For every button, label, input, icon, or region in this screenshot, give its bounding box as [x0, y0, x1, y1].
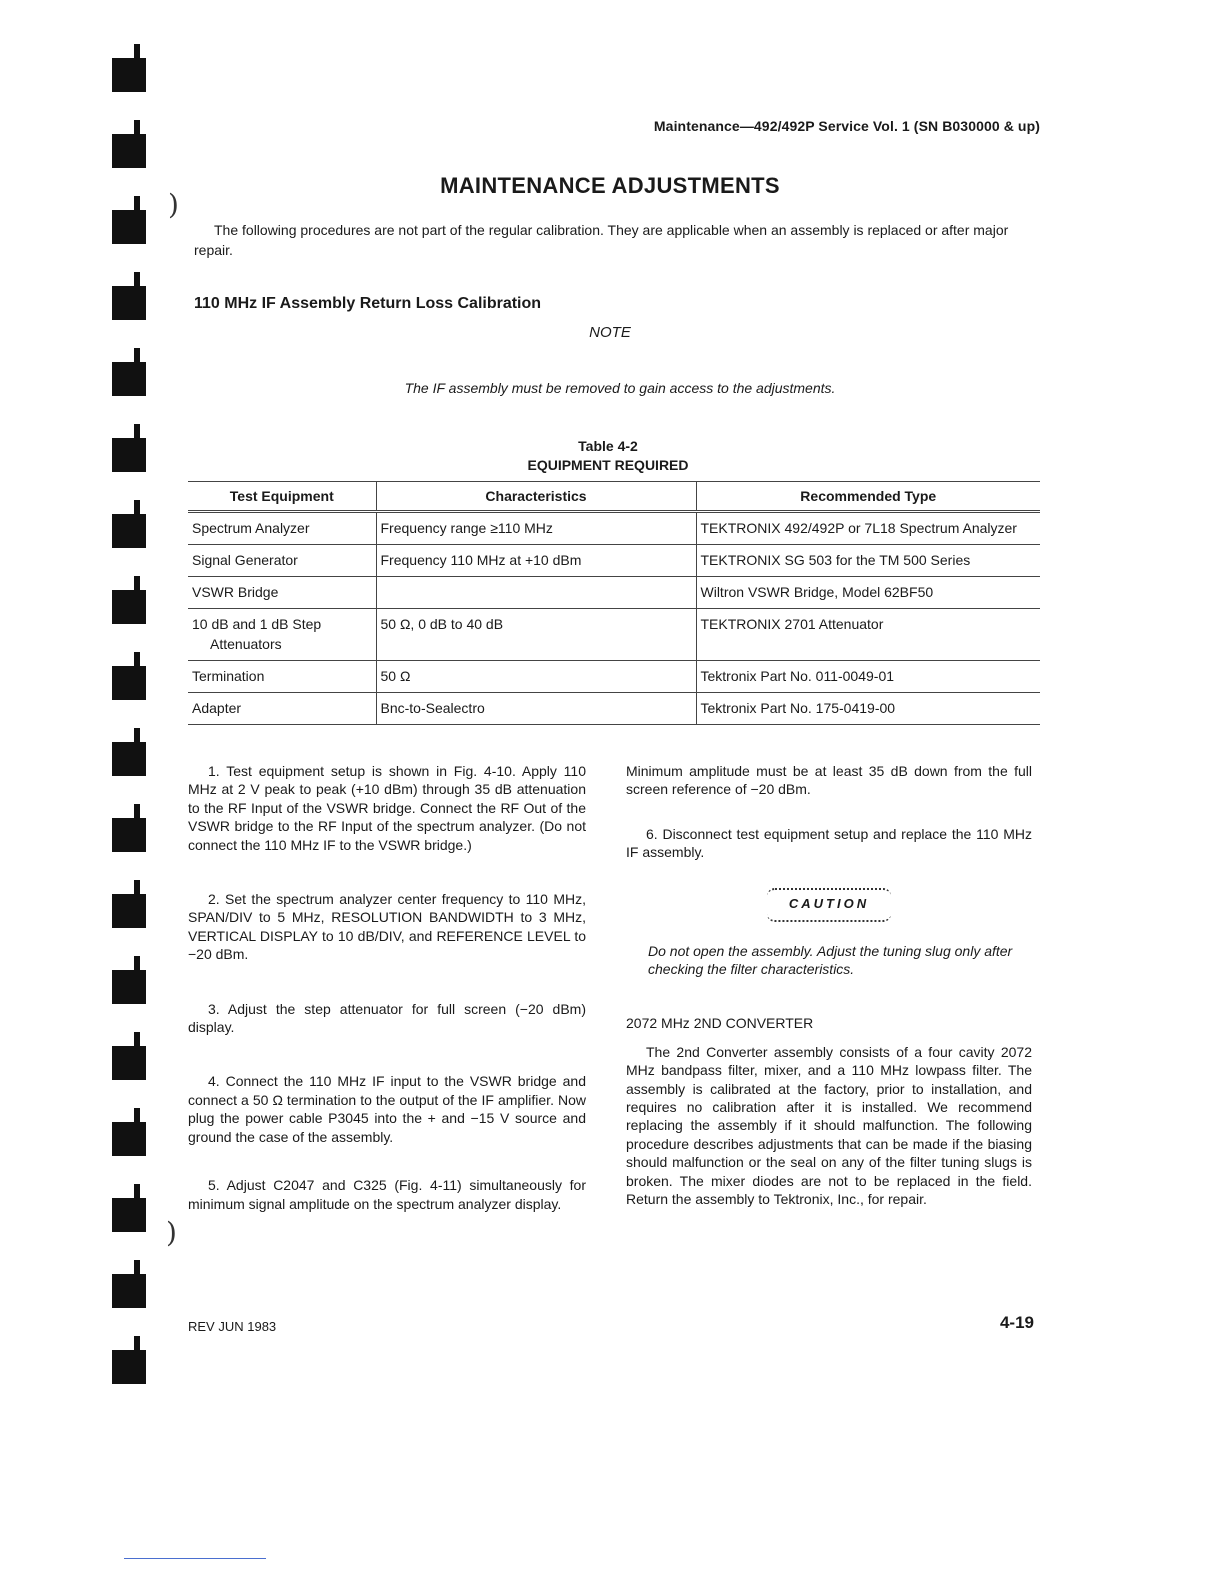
right-column	[626, 762, 1032, 1209]
binder-tab	[112, 286, 146, 320]
header-recommended-type: Recommended Type	[696, 482, 1040, 512]
table-cell: TEKTRONIX SG 503 for the TM 500 Series	[696, 545, 1040, 577]
table-row	[188, 512, 1040, 545]
binder-tab	[112, 970, 146, 1004]
step-3: 3. Adjust the step attenuator for full screen (−20 dBm) display.	[188, 1000, 586, 1036]
table-cell: VSWR Bridge	[188, 577, 376, 609]
table-cell: TEKTRONIX 492/492P or 7L18 Spectrum Analyzer	[696, 512, 1040, 545]
section-heading: 110 MHz IF Assembly Return Loss Calibration	[194, 295, 542, 312]
binder-tabs	[112, 50, 152, 1450]
table-caption	[0, 437, 1216, 475]
binder-tab	[112, 134, 146, 168]
table-row	[188, 661, 1040, 693]
step-2: 2. Set the spectrum analyzer center frequency to 110 MHz, SPAN/DIV to 5 MHz, RESOLUTION BANDWIDTH to 3 MHz, VERTICAL DISPLAY to 10 dB/DIV, and REFERENCE LEVEL to −20 dBm.	[188, 891, 586, 963]
running-header: Maintenance—492/492P Service Vol. 1 (SN B030000 & up)	[653, 118, 1040, 134]
binder-tab	[112, 742, 146, 776]
step-5: 5. Adjust C2047 and C325 (Fig. 4-11) simultaneously for minimum signal amplitude on the spectrum analyzer display.	[188, 1177, 586, 1212]
table-number: Table 4-2	[578, 438, 638, 454]
table-row	[188, 693, 1040, 725]
table-cell: Tektronix Part No. 175-0419-00	[696, 693, 1040, 725]
caution-box	[767, 888, 891, 922]
header-test-equipment: Test Equipment	[188, 482, 376, 512]
binder-tab	[112, 1122, 146, 1156]
revision-date: REV JUN 1983	[188, 1319, 277, 1334]
table-cell	[376, 577, 696, 609]
table-header-row	[188, 482, 1040, 512]
table-cell: Termination	[188, 661, 376, 693]
table-row	[188, 545, 1040, 577]
table-cell: Tektronix Part No. 011-0049-01	[696, 661, 1040, 693]
equipment-table	[188, 481, 1040, 725]
table-row	[188, 609, 1040, 661]
margin-mark: )	[168, 188, 179, 221]
table-title: EQUIPMENT REQUIRED	[527, 457, 689, 473]
table-cell: Wiltron VSWR Bridge, Model 62BF50	[696, 577, 1040, 609]
table-cell: Spectrum Analyzer	[188, 512, 376, 545]
table-cell: Adapter	[188, 693, 376, 725]
table-cell: Frequency range ≥110 MHz	[376, 512, 696, 545]
page-title: MAINTENANCE ADJUSTMENTS	[440, 172, 780, 198]
header-characteristics: Characteristics	[376, 482, 696, 512]
intro-paragraph: The following procedures are not part of the regular calibration. They are applicable when an assembly is replaced or after major repair.	[194, 222, 1009, 258]
page-number: 4-19	[999, 1313, 1034, 1332]
step-6: 6. Disconnect test equipment setup and replace the 110 MHz IF assembly.	[626, 825, 1032, 861]
binder-tab	[112, 1274, 146, 1308]
table-cell: TEKTRONIX 2701 Attenuator	[696, 609, 1040, 661]
table-row	[188, 577, 1040, 609]
caution-label: CAUTION	[788, 896, 870, 912]
caution-text: Do not open the assembly. Adjust the tuning slug only after checking the filter characteristics.	[648, 942, 1013, 978]
margin-mark: )	[166, 1216, 177, 1249]
binder-tab	[112, 894, 146, 928]
converter-paragraph: The 2nd Converter assembly consists of a four cavity 2072 MHz bandpass filter, mixer, and a 110 MHz lowpass filter. The assembly is calibrated at the factory, prior to installation, and requires no calibration after it is installed. We recommend replacing the assembly if it should malfunction. The following procedure describes adjustments that can be made if the biasing should malfunction or the seal on any of the filter tuning slugs is broken. The mixer diodes are not to be replaced in the field. Return the assembly to Tektronix, Inc., for repair.	[626, 1043, 1032, 1208]
table-cell: Bnc-to-Sealectro	[376, 693, 696, 725]
step-5-continued: Minimum amplitude must be at least 35 dB down from the full screen reference of −20 dBm.	[626, 763, 1032, 798]
left-column	[188, 762, 586, 1213]
binder-tab	[112, 666, 146, 700]
binder-tab	[112, 210, 146, 244]
binder-tab	[112, 1198, 146, 1232]
converter-heading: 2072 MHz 2ND CONVERTER	[626, 1015, 814, 1032]
binder-tab	[112, 514, 146, 548]
table-cell: 50 Ω	[376, 661, 696, 693]
table-cell	[188, 609, 376, 661]
table-cell-text: 10 dB and 1 dB Step Attenuators	[192, 616, 322, 652]
table-cell: 50 Ω, 0 dB to 40 dB	[376, 609, 696, 661]
binder-tab	[112, 818, 146, 852]
step-4: 4. Connect the 110 MHz IF input to the VSWR bridge and connect a 50 Ω termination to the output of the IF amplifier. Now plug the power cable P3045 into the + and −15 V source and ground the case of the assembly.	[188, 1073, 586, 1145]
binder-tab	[112, 58, 146, 92]
note-text: The IF assembly must be removed to gain access to the adjustments.	[404, 380, 836, 396]
binder-tab	[112, 1046, 146, 1080]
blank-link-underline	[124, 1558, 266, 1559]
table-cell: Signal Generator	[188, 545, 376, 577]
binder-tab	[112, 1350, 146, 1384]
note-label: NOTE	[589, 324, 631, 341]
step-1: 1. Test equipment setup is shown in Fig. 4-10. Apply 110 MHz at 2 V peak to peak (+10 dBm) through 35 dB attenuation to the RF Input of the VSWR bridge. Connect the RF Out of the VSWR bridge to the RF Input of the spectrum analyzer. (Do not connect the 110 MHz IF to the VSWR bridge.)	[188, 763, 586, 853]
binder-tab	[112, 590, 146, 624]
table-cell: Frequency 110 MHz at +10 dBm	[376, 545, 696, 577]
